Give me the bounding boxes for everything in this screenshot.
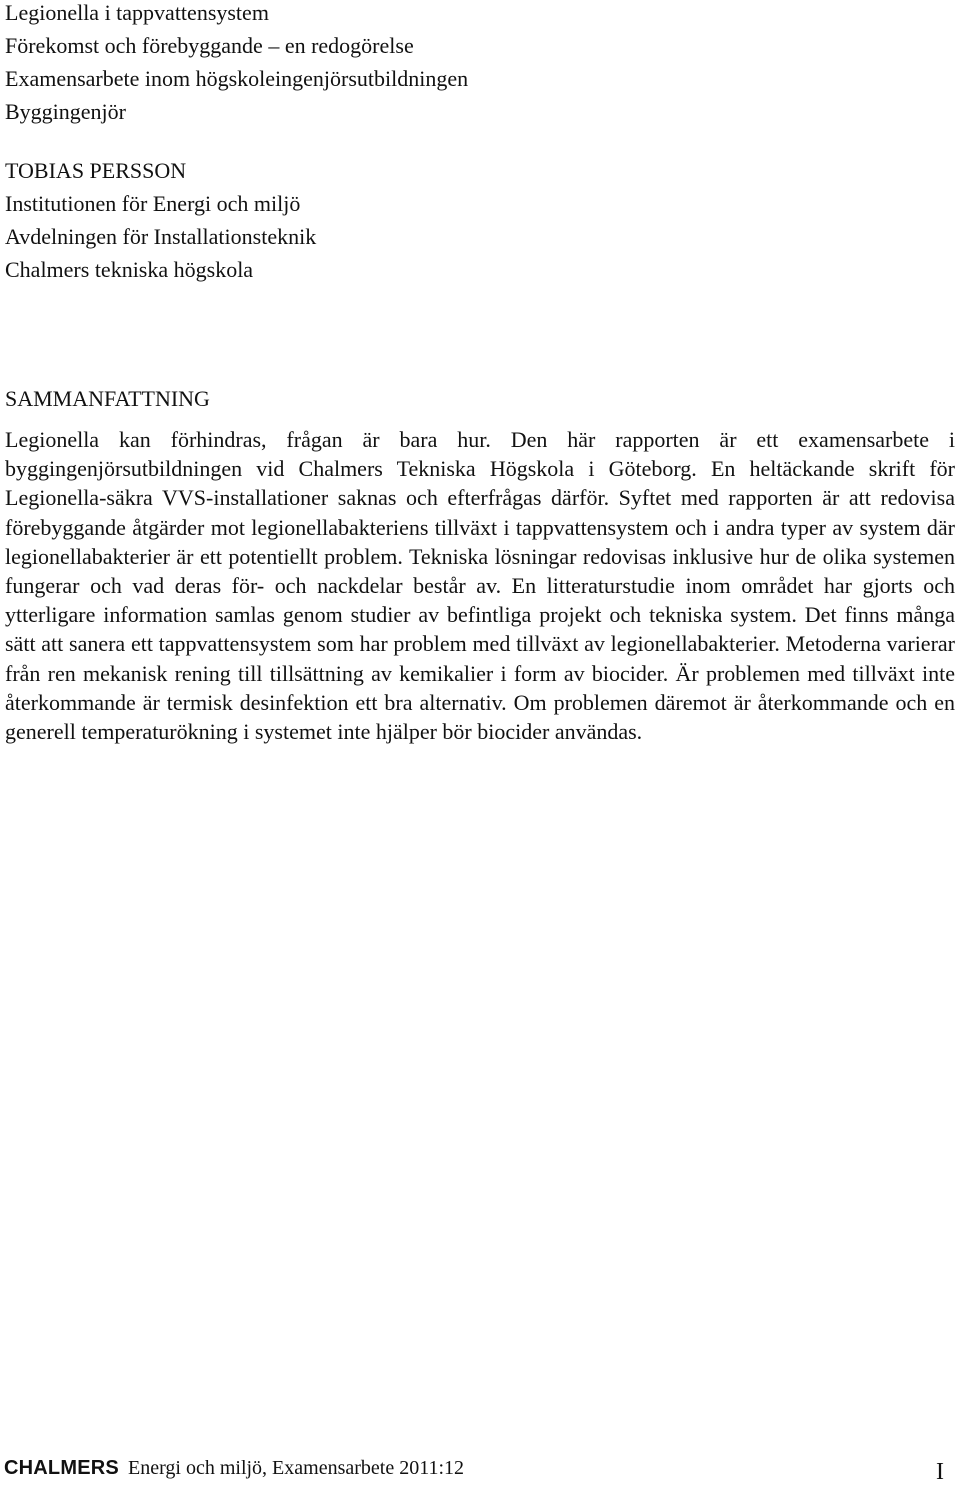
abstract-paragraph: Legionella kan förhindras, frågan är bara hur. Den här rapporten är ett examensarbete i byggingenjörsutbildningen vid Chalmers Tekniska Högskola i Göteborg. En heltäckande skrift för Legionella-säkra VVS-installationer saknas och efterfrågas därför. Syftet med rapporten är att redovisa förebyggande åtgärder mot legionellabakteriens tillväxt i tappvattensystem och i andra typer av system där legionellabakterier är ett potentiellt problem. Tekniska lösningar redovisas inklusive hur de olika systemen fungerar och vad deras för- och nackdelar består av. En litteraturstudie inom området har gjorts och ytterligare information samlas genom studier av befintliga projekt och tekniska system. Det finns många sätt att sanera ett tappvattensystem som har problem med tillväxt av legionellabakterier. Metoderna varierar från ren mekanisk rening till tillsättning av kemikalier i form av biocider. Är problemen med tillväxt inte återkommande är termisk desinfektion ett bra alternativ. Om problemen däremot är återkommande och en generell temperaturökning i systemet inte hjälper bör biocider användas. <box>5 427 955 745</box>
author-name: TOBIAS PERSSON <box>5 158 187 183</box>
thesis-type: Examensarbete inom högskoleingenjörsutbildningen <box>5 66 469 91</box>
division: Avdelningen för Installationsteknik <box>5 224 317 249</box>
author-block <box>5 154 945 286</box>
program-name: Byggingenjör <box>5 99 126 124</box>
title-block <box>5 0 945 128</box>
document-title: Legionella i tappvattensystem <box>5 0 269 25</box>
abstract-heading: SAMMANFATTNING <box>5 386 210 411</box>
page-footer <box>4 1452 956 1484</box>
university: Chalmers tekniska högskola <box>5 257 254 282</box>
chalmers-logo-text: CHALMERS <box>4 1457 119 1479</box>
page-number: I <box>936 1459 944 1485</box>
footer-publication-info: Energi och miljö, Examensarbete 2011:12 <box>128 1457 465 1479</box>
document-subtitle: Förekomst och förebyggande – en redogörelse <box>5 33 414 58</box>
department: Institutionen för Energi och miljö <box>5 191 301 216</box>
